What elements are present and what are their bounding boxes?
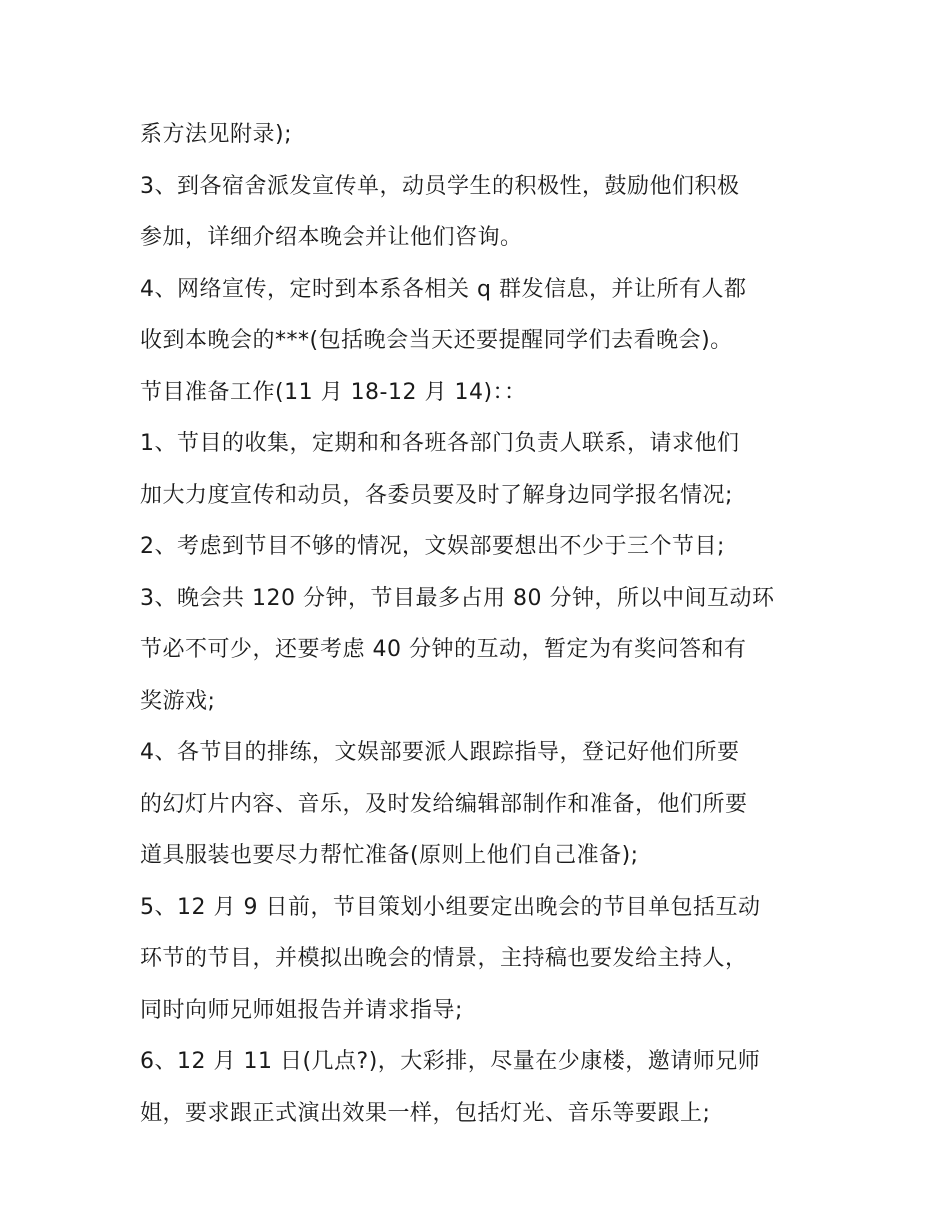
text-line: 同时向师兄师姐报告并请求指导; xyxy=(140,997,463,1023)
section-heading: 节目准备工作(11 月 18-12 月 14)：： xyxy=(140,379,527,405)
text-line: 系方法见附录); xyxy=(140,122,292,147)
text-line: 3、晚会共 120 分钟，节目最多占用 80 分钟，所以中间互动环 xyxy=(140,585,775,611)
text-line: 3、到各宿舍派发宣传单，动员学生的积极性，鼓励他们积极 xyxy=(140,173,740,199)
text-line: 4、网络宣传，定时到本系各相关 q 群发信息，并让所有人都 xyxy=(140,276,747,302)
text-line: 1、节目的收集，定期和和各班各部门负责人联系，请求他们 xyxy=(140,431,740,456)
text-line: 5、12 月 9 日前，节目策划小组要定出晚会的节目单包括互动 xyxy=(140,894,761,920)
document-body xyxy=(140,109,830,1139)
text-line: 道具服装也要尽力帮忙准备(原则上他们自己准备); xyxy=(140,843,639,868)
text-line: 6、12 月 11 日(几点?)，大彩排，尽量在少康楼，邀请师兄师 xyxy=(140,1049,761,1074)
text-line: 收到本晚会的***(包括晚会当天还要提醒同学们去看晚会)。 xyxy=(140,328,733,353)
text-line: 参加，详细介绍本晚会并让他们咨询。 xyxy=(140,225,523,250)
text-line: 节必不可少，还要考虑 40 分钟的互动，暂定为有奖问答和有 xyxy=(140,637,747,662)
text-line: 2、考虑到节目不够的情况，文娱部要想出不少于三个节目; xyxy=(140,534,725,559)
text-line: 奖游戏; xyxy=(140,688,216,714)
text-line: 的幻灯片内容、音乐，及时发给编辑部制作和准备，他们所要 xyxy=(140,791,748,817)
text-line: 4、各节目的排练，文娱部要派人跟踪指导，登记好他们所要 xyxy=(140,740,740,765)
text-line: 加大力度宣传和动员，各委员要及时了解身边同学报名情况; xyxy=(140,482,733,508)
text-line: 姐，要求跟正式演出效果一样，包括灯光、音乐等要跟上; xyxy=(140,1100,711,1126)
text-line: 环节的节目，并模拟出晚会的情景，主持稿也要发给主持人， xyxy=(140,946,748,971)
